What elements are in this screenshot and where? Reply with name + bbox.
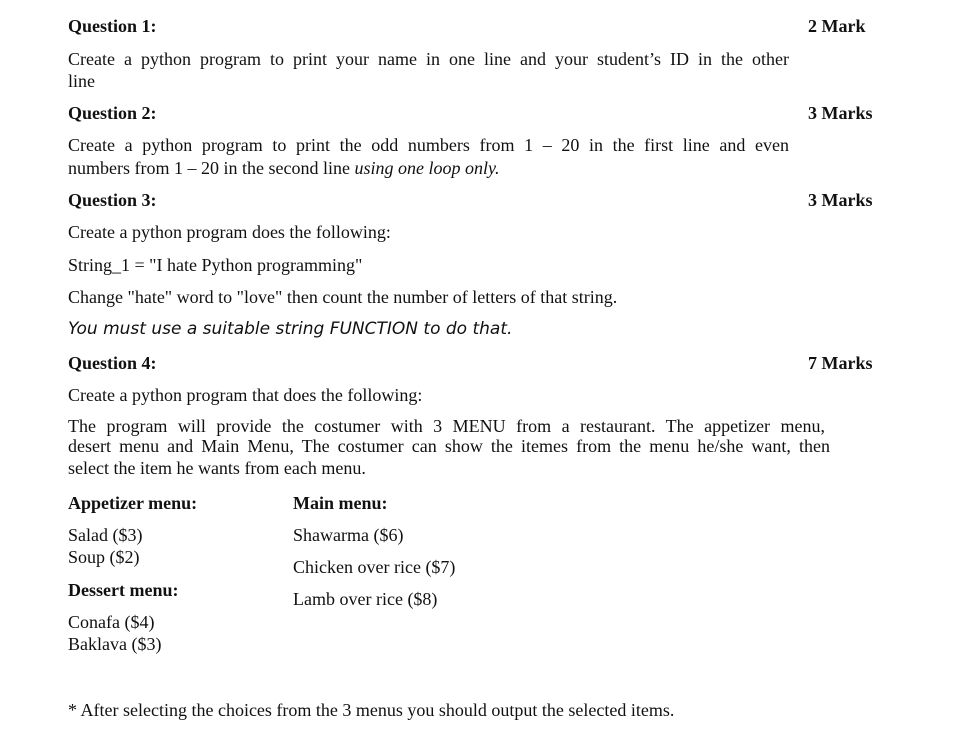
dessert-menu-item: Conafa ($4) [68,612,155,632]
question-4-description-line-2: desert menu and Main Menu, The costumer can show the itemes from the menu he/she want, then [68,436,830,456]
question-2-text-line-1: Create a python program to print the odd numbers from 1 – 20 in the first line and even [68,135,789,155]
question-3-text-line-3: Change "hate" word to "love" then count the number of letters of that string. [68,287,618,307]
question-1-title: Question 1: [68,16,157,36]
question-3-marks: 3 Marks [808,190,873,210]
question-2-line-2-italic: using one loop only. [354,158,500,178]
question-2-title: Question 2: [68,103,157,123]
question-4-intro: Create a python program that does the following: [68,385,423,405]
question-2-line-2-plain: numbers from 1 – 20 in the second line [68,158,355,178]
question-1-text-line-2: line [68,71,95,91]
footer-note: * After selecting the choices from the 3 menus you should output the selected items. [68,700,675,720]
question-3-requirement: You must use a suitable string FUNCTION to do that. [68,319,513,339]
main-menu-item: Shawarma ($6) [293,525,404,545]
main-menu-heading: Main menu: [293,493,388,513]
main-menu-item: Chicken over rice ($7) [293,557,456,577]
appetizer-menu-item: Salad ($3) [68,525,143,545]
question-4-description-line-3: select the item he wants from each menu. [68,458,366,478]
question-4-marks: 7 Marks [808,353,873,373]
dessert-menu-heading: Dessert menu: [68,580,179,600]
question-4-title: Question 4: [68,353,157,373]
question-2-text-line-2 [68,157,499,179]
question-2-marks: 3 Marks [808,103,873,123]
question-1-text-line-1: Create a python program to print your name in one line and your student’s ID in the other [68,49,789,69]
appetizer-menu-heading: Appetizer menu: [68,493,198,513]
dessert-menu-item: Baklava ($3) [68,634,162,654]
question-3-string-definition: String_1 = "I hate Python programming" [68,255,363,275]
main-menu-item: Lamb over rice ($8) [293,589,438,609]
question-3-text-line-1: Create a python program does the following: [68,222,391,242]
question-4-description-line-1: The program will provide the costumer with 3 MENU from a restaurant. The appetizer menu, [68,416,825,436]
appetizer-menu-item: Soup ($2) [68,547,140,567]
question-1-marks: 2 Mark [808,16,866,36]
question-3-title: Question 3: [68,190,157,210]
